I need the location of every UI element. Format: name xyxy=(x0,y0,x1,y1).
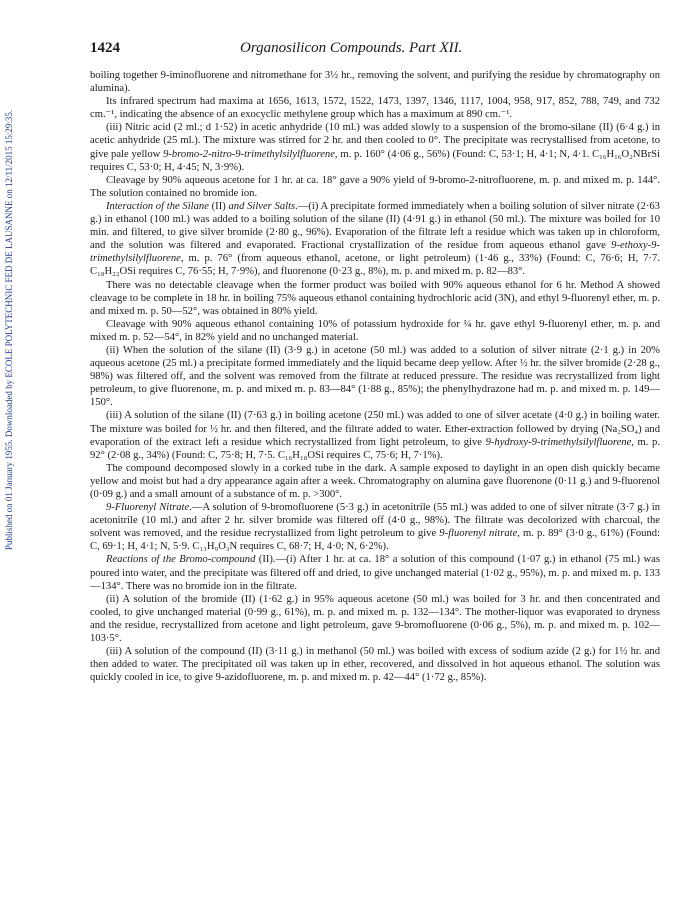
text-run: , m. p. 89° (3·0 g., 61%) (Found: C, 69·1; H, 4·1; N, 5·9. C₁₃H₉O₃N requires C, 68·7; H, 4·0; N, 6·2%). xyxy=(90,528,661,553)
italic-text-run: 9-hydroxy-9-trimethylsilylfluorene xyxy=(485,436,632,448)
text-run: (II) xyxy=(208,200,229,212)
text-run: , m. p. 92° (2·08 g., 34%) (Found: C, 75·8; H, 7·5. C₁₆H₁₈OSi requires C, 75·6; H, 7·1%). xyxy=(90,436,660,461)
italic-text-run: 9-bromo-2-nitro-9-trimethylsilylfluorene xyxy=(163,148,335,160)
italic-text-run: and Silver Salts xyxy=(228,200,296,212)
page-number: 1424 xyxy=(90,40,120,56)
text-run: boiling together 9-iminofluorene and nitromethane for 3½ hr., removing the solvent, and purifying the residue by chromatography on alumina). xyxy=(90,70,660,95)
paragraph xyxy=(90,344,660,409)
italic-text-run: 9-Fluorenyl Nitrate xyxy=(106,502,190,514)
page-header xyxy=(90,40,660,62)
download-notice-text: Published on 01 January 1955. Downloaded by ECOLE POLYTECHNIC FED DE LAUSANNE on 12/11/2015 15:29:35. xyxy=(4,109,14,551)
paragraph xyxy=(90,121,660,173)
text-run: (iii) A solution of the silane (II) (7·63 g.) in boiling acetone (250 ml.) was added to one of silver acetate (4·0 g.) in boiling water. The mixture was boiled for ½ hr. and then filtered, and the filtrate added to water. Ether-extraction followed by drying (Na₂SO₄) and evaporation of the extract left a residue which recrystallized from light petroleum, to give xyxy=(90,410,660,448)
text-run: (iii) A solution of the compound (II) (3·11 g.) in methanol (50 ml.) was boiled with excess of sodium azide (2 g.) for 1½ hr. and then added to water. The precipitated oil was taken up in ether, recovered, and dissolved in hot aqueous ethanol. The solution was quickly cooled in ice, to give 9-azidofluorene, m. p. and mixed m. p. 42—44° (1·72 g., 85%). xyxy=(90,646,660,684)
text-run: There was no detectable cleavage when the former product was boiled with 90% aqueous ethanol for 6 hr. Method A showed cleavage to be complete in 18 hr. in boiling 75% aqueous ethanol containing hydrochloric acid (3N), and ethyl 9-fluorenyl ether, m. p. and mixed m. p. 50—52°, was obtained in 80% yield. xyxy=(90,279,660,317)
article-body xyxy=(90,69,660,684)
paragraph xyxy=(90,501,660,553)
text-run: (iii) Nitric acid (2 ml.; d 1·52) in acetic anhydride (10 ml.) was added slowly to a suspension of the bromo-silane (II) (6·4 g.) in acetic anhydride (25 ml.). The mixture was stirred for 2 hr. and then cooled to 0°. The precipitate was recrystallised from acetone, to give pale yellow xyxy=(90,122,660,160)
text-run: Cleavage by 90% aqueous acetone for 1 hr. at ca. 18° gave a 90% yield of 9-bromo-2-nitrofluorene, m. p. and mixed m. p. 144°. The solution contained no bromide ion. xyxy=(90,174,660,199)
italic-text-run: Reactions of the Bromo-compound xyxy=(106,554,256,566)
italic-text-run: Interaction of the Silane xyxy=(106,200,209,212)
paragraph xyxy=(90,462,660,501)
paragraph xyxy=(90,645,660,684)
paragraph xyxy=(90,69,660,95)
paragraph xyxy=(90,174,660,200)
running-title: Organosilicon Compounds. Part XII. xyxy=(240,40,463,56)
text-run: .—(i) A precipitate formed immediately when a boiling solution of silver nitrate (2·63 g.) in ethanol (100 ml.) was added to a boiling solution of the silane (II) (4·91 g.) in ethanol (50 ml.). The mixture was boiled for 10 min. and filtered, to give silver bromide (2·80 g., 96%). Evaporation of the filtrate left a residue which was taken up in chloroform, and the solution was filtered and evaporated. Fractional crystallization of the residue from aqueous ethanol gave xyxy=(90,200,660,252)
paragraph xyxy=(90,409,660,461)
paragraph xyxy=(90,318,660,344)
italic-text-run: 9-fluorenyl nitrate xyxy=(439,528,518,540)
download-notice xyxy=(2,40,16,620)
italic-text-run: 9-ethoxy-9-trimethylsilylfluorene xyxy=(90,240,660,265)
paragraph xyxy=(90,593,660,645)
text-run: (ii) A solution of the bromide (II) (1·62 g.) in 95% aqueous acetone (50 ml.) was boiled for 3 hr. and then concentrated and cooled, to give unchanged material (0·99 g., 61%), m. p. and mixed m. p. 132—134°. The mother-liquor was evaporated to dryness and the residue, recrystallized from acetone and light petroleum, gave 9-bromofluorene (0·06 g., 5%), m. p. and mixed m. p. 102—103·5°. xyxy=(90,593,660,645)
text-run: , m. p. 76° (from aqueous ethanol, acetone, or light petroleum) (1·46 g., 33%) (Found: C, 76·6; H, 7·7. C₁₈H₂₂OSi requires C, 76·55; H, 7·9%), and fluorenone (0·23 g., 8%), m. p. and mixed m. p. 82—83°. xyxy=(90,253,660,278)
text-run: (II).—(i) After 1 hr. at ca. 18° a solution of this compound (1·07 g.) in ethanol (75 ml.) was poured into water, and the precipitate was filtered off and dried, to give unchanged material (1·02 g., 95%), m. p. and mixed m. p. 133—134°. There was no bromide ion in the filtrate. xyxy=(90,554,660,592)
text-run: Cleavage with 90% aqueous ethanol containing 10% of potassium hydroxide for ¼ hr. gave ethyl 9-fluorenyl ether, m. p. and mixed m. p. 52—54°, in 82% yield and no unchanged material. xyxy=(90,318,660,343)
text-run: The compound decomposed slowly in a corked tube in the dark. A sample exposed to daylight in an open dish quickly became yellow and moist but had a dry appearance again after a week. Chromatography on alumina gave fluorenone (0·11 g.) and 9-fluorenol (0·09 g.) and a small amount of a substance of m. p. >300°. xyxy=(90,462,660,500)
paragraph xyxy=(90,95,660,121)
text-run: (ii) When the solution of the silane (II) (3·9 g.) in acetone (50 ml.) was added to a solution of silver nitrate (2·1 g.) in 20% aqueous acetone (25 ml.) a precipitate formed immediately and the liquid became deep yellow. After ½ hr. the silver bromide (2·28 g., 98%) was filtered off, and the solvent was removed from the filtrate at reduced pressure. The residue was recrystallized from light petroleum, to give fluorenone, m. p. and mixed m. p. 83—84° (1·88 g., 85%); the phenylhydrazone had m. p. and mixed m. p. 149—150°. xyxy=(90,344,660,409)
text-run: Its infrared spectrum had maxima at 1656, 1613, 1572, 1522, 1473, 1397, 1346, 1117, 1004, 958, 917, 852, 788, 749, and 732 cm.⁻¹, indicating the absence of an exocyclic methylene group which has a maximum at 890 cm.⁻¹. xyxy=(90,96,660,121)
text-run: , m. p. 160° (4·06 g., 56%) (Found: C, 53·1; H, 4·1; N, 4·1. C₁₆H₁₆O₂NBrSi requires C, 53·0; H, 4·45; N, 3·9%). xyxy=(90,148,660,173)
paragraph xyxy=(90,553,660,592)
paragraph xyxy=(90,200,660,279)
paragraph xyxy=(90,279,660,318)
text-run: .—A solution of 9-bromofluorene (5·3 g.) in acetonitrile (55 ml.) was added to one of silver nitrate (3·7 g.) in acetonitrile (10 ml.) and after 2 hr. silver bromide was filtered off (4·0 g., 98%). The filtrate was decolorized with charcoal, the solvent was removed, and the residue recrystallized from light petroleum to give xyxy=(90,502,660,540)
